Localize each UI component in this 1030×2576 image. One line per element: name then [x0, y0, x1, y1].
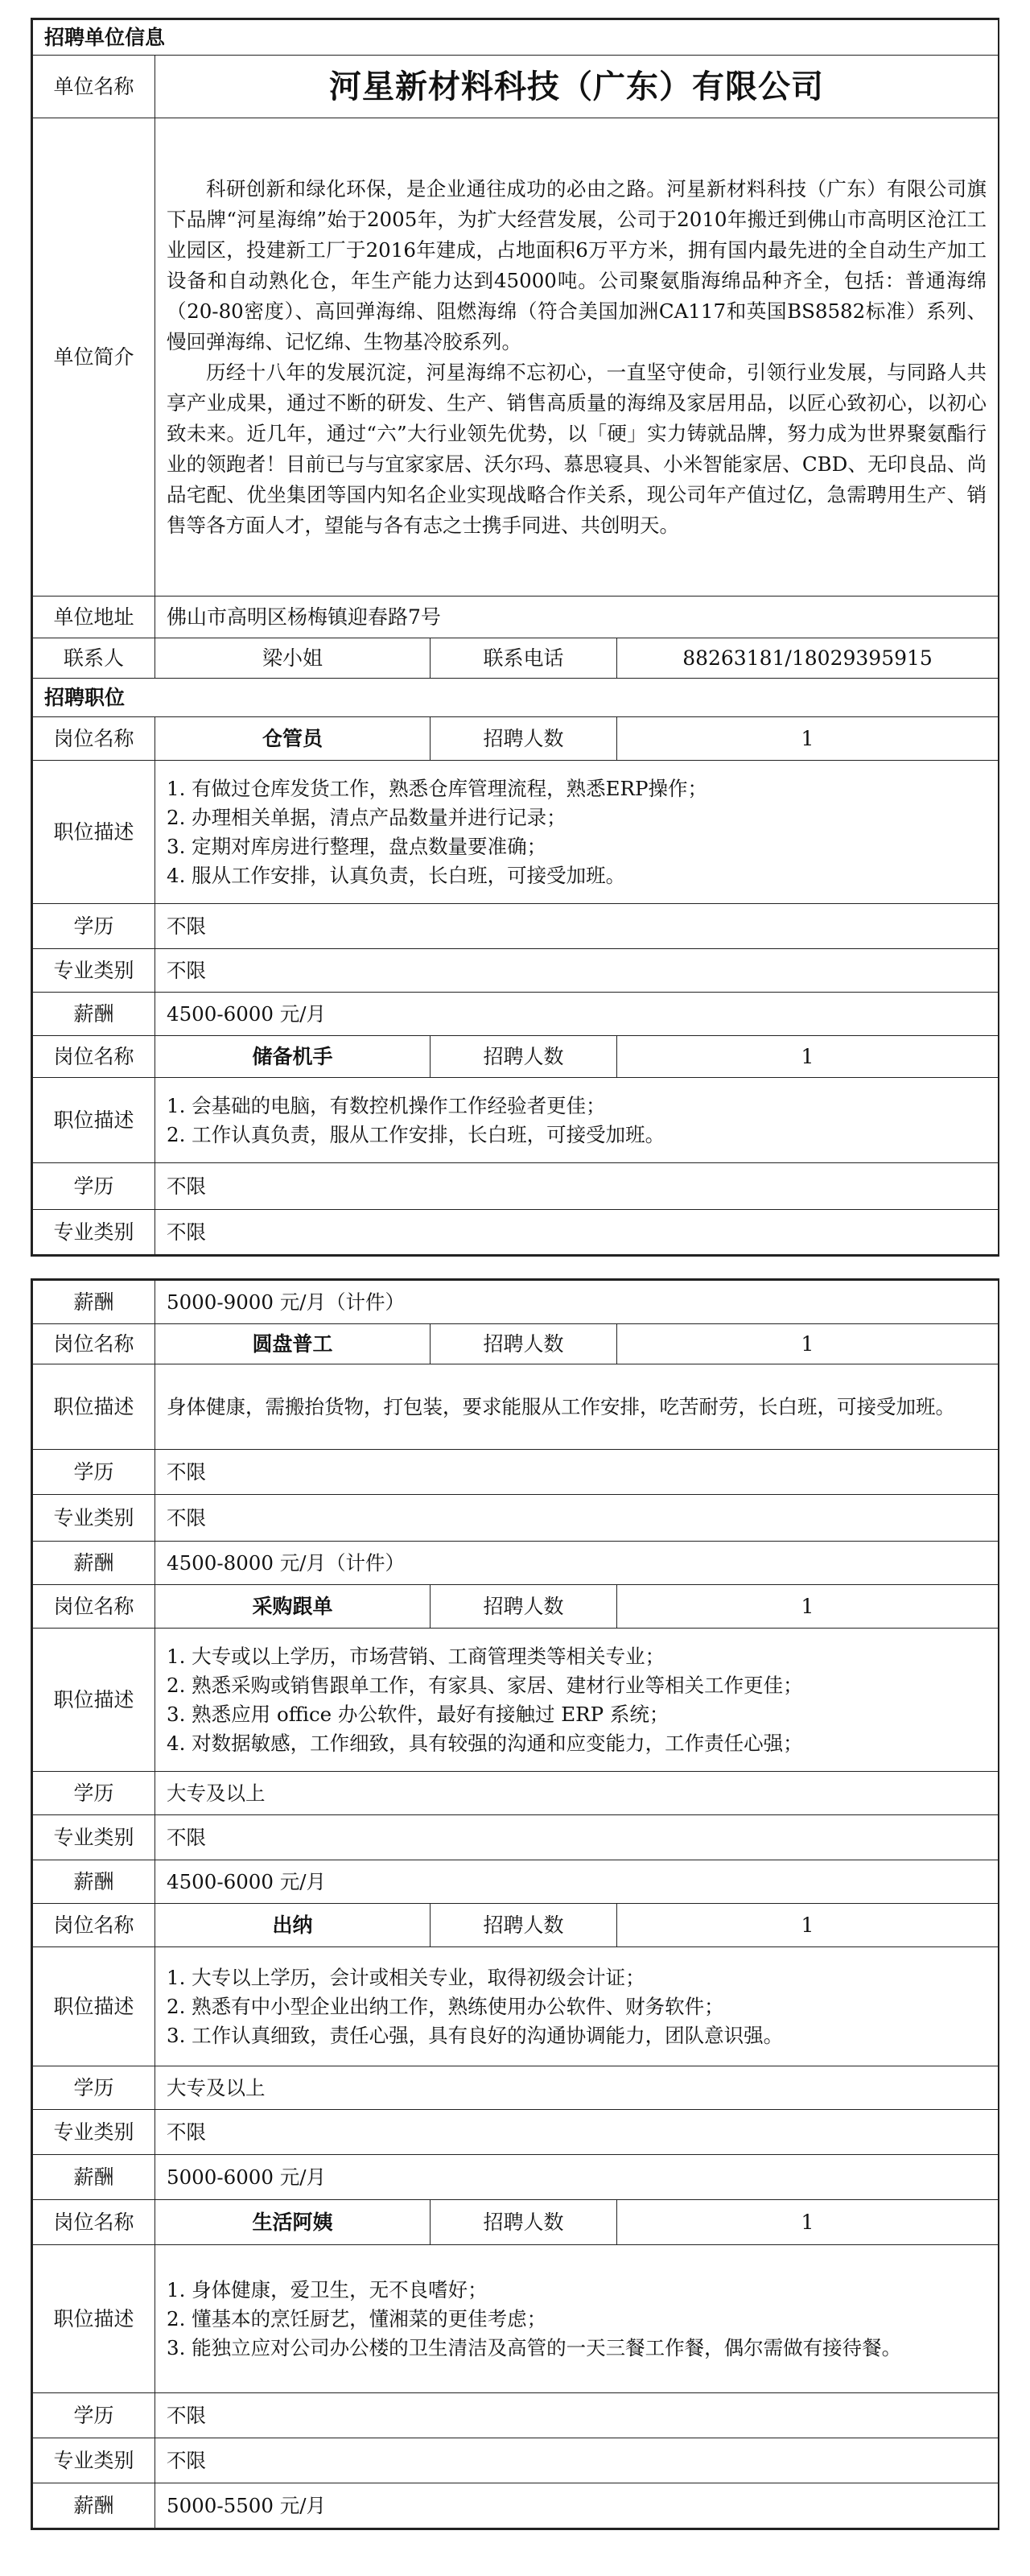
headcount-label: 招聘人数 [431, 2200, 617, 2245]
major-value: 不限 [155, 949, 999, 993]
salary-label: 薪酬 [33, 1860, 155, 1904]
education-value: 大专及以上 [155, 2066, 999, 2110]
education-label: 学历 [33, 1163, 155, 1210]
jobs-table [32, 1280, 999, 2529]
job-desc [155, 1364, 999, 1450]
job-title: 仓管员 [155, 717, 431, 761]
job-title: 圆盘普工 [155, 1324, 431, 1364]
job-desc-line: 3. 定期对库房进行整理，盘点数量要准确； [167, 834, 547, 858]
job-desc [155, 1629, 999, 1772]
job-title-label: 岗位名称 [33, 1585, 155, 1629]
job-desc-line: 身体健康，需搬抬货物，打包装，要求能服从工作安排，吃苦耐劳，长白班，可接受加班。 [167, 1394, 955, 1418]
job-desc-line: 1. 大专或以上学历，市场营销、工商管理类等相关专业； [167, 1644, 665, 1668]
major-label: 专业类别 [33, 1210, 155, 1255]
recruitment-sheet-part1 [31, 18, 999, 1257]
major-value: 不限 [155, 2438, 999, 2483]
major-label: 专业类别 [33, 2438, 155, 2483]
job-desc-line: 1. 大专以上学历，会计或相关专业，取得初级会计证； [167, 1965, 645, 1989]
major-label: 专业类别 [33, 1815, 155, 1860]
job-desc-label: 职位描述 [33, 761, 155, 904]
job-desc-label: 职位描述 [33, 1364, 155, 1450]
job-desc-label: 职位描述 [33, 1629, 155, 1772]
job-desc-line: 3. 熟悉应用 office 办公软件，最好有接触过 ERP 系统； [167, 1702, 670, 1726]
company-info-table [32, 19, 999, 1255]
education-value: 不限 [155, 2393, 999, 2438]
job-desc-line: 3. 工作认真细致，责任心强，具有良好的沟通协调能力，团队意识强。 [167, 2023, 784, 2047]
salary-value: 5000-6000 元/月 [155, 2155, 999, 2200]
job-desc-label: 职位描述 [33, 1078, 155, 1163]
education-value: 大专及以上 [155, 1772, 999, 1815]
headcount-label: 招聘人数 [431, 1324, 617, 1364]
job-title-label: 岗位名称 [33, 1036, 155, 1078]
job-title-label: 岗位名称 [33, 717, 155, 761]
contact-phone-label: 联系电话 [431, 638, 617, 679]
company-address: 佛山市高明区杨梅镇迎春路7号 [155, 597, 999, 638]
major-value: 不限 [155, 1210, 999, 1255]
salary-value: 4500-6000 元/月 [155, 1860, 999, 1904]
contact-person: 梁小姐 [155, 638, 431, 679]
job-title: 出纳 [155, 1904, 431, 1947]
job-desc-label: 职位描述 [33, 2245, 155, 2393]
headcount-value: 1 [617, 1904, 999, 1947]
job-title-label: 岗位名称 [33, 2200, 155, 2245]
major-value: 不限 [155, 2110, 999, 2155]
headcount-value: 1 [617, 717, 999, 761]
job-desc-line: 4. 对数据敏感，工作细致，具有较强的沟通和应变能力，工作责任心强； [167, 1731, 803, 1755]
section-company-header: 招聘单位信息 [33, 20, 999, 56]
job-desc-line: 4. 服从工作安排，认真负责，长白班，可接受加班。 [167, 863, 626, 887]
job-desc-line: 1. 身体健康，爱卫生，无不良嗜好； [167, 2277, 488, 2301]
job-title: 生活阿姨 [155, 2200, 431, 2245]
major-value: 不限 [155, 1495, 999, 1542]
headcount-label: 招聘人数 [431, 1036, 617, 1078]
headcount-label: 招聘人数 [431, 1585, 617, 1629]
education-value: 不限 [155, 904, 999, 949]
salary-value: 4500-8000 元/月（计件） [155, 1542, 999, 1585]
education-label: 学历 [33, 2393, 155, 2438]
headcount-value: 1 [617, 1585, 999, 1629]
company-intro-paragraph-1: 科研创新和绿化环保，是企业通往成功的必由之路。河星新材料科技（广东）有限公司旗下品牌“河星海绵”始于2005年，为扩大经营发展，公司于2010年搬迁到佛山市高明区沧江工业园区，投建新工厂于2016年建成，占地面积6万平方米，拥有国内最先进的全自动生产加工设备和自动熟化仓，年生产能力达到45000吨。公司聚氨脂海绵品种齐全，包括：普通海绵（20-80密度）、高回弹海绵、阻燃海绵（符合美国加洲CA117和英国BS8582标准）系列、慢回弹海绵、记忆绵、生物基冷胶系列。 [167, 176, 987, 353]
headcount-label: 招聘人数 [431, 717, 617, 761]
recruitment-sheet-part2 [31, 1278, 999, 2530]
salary-value: 5000-5500 元/月 [155, 2483, 999, 2529]
major-value: 不限 [155, 1815, 999, 1860]
job-desc-line: 3. 能独立应对公司办公楼的卫生清洁及高管的一天三餐工作餐，偶尔需做有接待餐。 [167, 2335, 902, 2359]
salary-label: 薪酬 [33, 1542, 155, 1585]
education-label: 学历 [33, 2066, 155, 2110]
job-desc-line: 2. 工作认真负责，服从工作安排，长白班，可接受加班。 [167, 1122, 665, 1146]
job-title: 采购跟单 [155, 1585, 431, 1629]
contact-phone: 88263181/18029395915 [617, 638, 999, 679]
job-title-label: 岗位名称 [33, 1904, 155, 1947]
job-desc [155, 2245, 999, 2393]
job-title-label: 岗位名称 [33, 1324, 155, 1364]
company-intro-paragraph-2: 历经十八年的发展沉淀，河星海绵不忘初心，一直坚守使命，引领行业发展，与同路人共享产业成果，通过不断的研发、生产、销售高质量的海绵及家居用品，以匠心致初心，以初心致未来。近几年，通过“六”大行业领先优势，以「硬」实力铸就品牌，努力成为世界聚氨酯行业的领跑者！目前已与与宜家家居、沃尔玛、慕思寝具、小米智能家居、CBD、无印良品、尚品宅配、优坐集团等国内知名企业实现战略合作关系，现公司年产值过亿，急需聘用生产、销售等各方面人才，望能与各有志之士携手同进、共创明天。 [167, 360, 987, 537]
company-name: 河星新材料科技（广东）有限公司 [155, 56, 999, 118]
job-desc-line: 2. 熟悉采购或销售跟单工作，有家具、家居、建材行业等相关工作更佳； [167, 1673, 803, 1697]
job-desc-label: 职位描述 [33, 1947, 155, 2066]
company-intro [155, 118, 999, 597]
job-desc-line: 2. 办理相关单据，清点产品数量并进行记录； [167, 805, 566, 829]
education-label: 学历 [33, 904, 155, 949]
major-label: 专业类别 [33, 2110, 155, 2155]
salary-label: 薪酬 [33, 993, 155, 1036]
education-label: 学历 [33, 1450, 155, 1495]
headcount-value: 1 [617, 1036, 999, 1078]
job-desc-line: 1. 会基础的电脑，有数控机操作工作经验者更佳； [167, 1093, 606, 1117]
company-intro-label: 单位简介 [33, 118, 155, 597]
education-value: 不限 [155, 1163, 999, 1210]
salary-value: 4500-6000 元/月 [155, 993, 999, 1036]
job-desc [155, 761, 999, 904]
headcount-value: 1 [617, 2200, 999, 2245]
company-address-label: 单位地址 [33, 597, 155, 638]
headcount-value: 1 [617, 1324, 999, 1364]
job-desc [155, 1947, 999, 2066]
salary-label: 薪酬 [33, 2155, 155, 2200]
salary-label: 薪酬 [33, 1281, 155, 1324]
job-title: 储备机手 [155, 1036, 431, 1078]
job-desc-line: 1. 有做过仓库发货工作，熟悉仓库管理流程，熟悉ERP操作； [167, 776, 707, 800]
major-label: 专业类别 [33, 949, 155, 993]
salary-value: 5000-9000 元/月（计件） [155, 1281, 999, 1324]
job-desc-line: 2. 熟悉有中小型企业出纳工作，熟练使用办公软件、财务软件； [167, 1994, 724, 2018]
contact-person-label: 联系人 [33, 638, 155, 679]
salary-label: 薪酬 [33, 2483, 155, 2529]
major-label: 专业类别 [33, 1495, 155, 1542]
job-desc-line: 2. 懂基本的烹饪厨艺，懂湘菜的更佳考虑； [167, 2306, 547, 2330]
company-name-label: 单位名称 [33, 56, 155, 118]
section-jobs-header: 招聘职位 [33, 679, 999, 717]
headcount-label: 招聘人数 [431, 1904, 617, 1947]
education-value: 不限 [155, 1450, 999, 1495]
education-label: 学历 [33, 1772, 155, 1815]
job-desc [155, 1078, 999, 1163]
